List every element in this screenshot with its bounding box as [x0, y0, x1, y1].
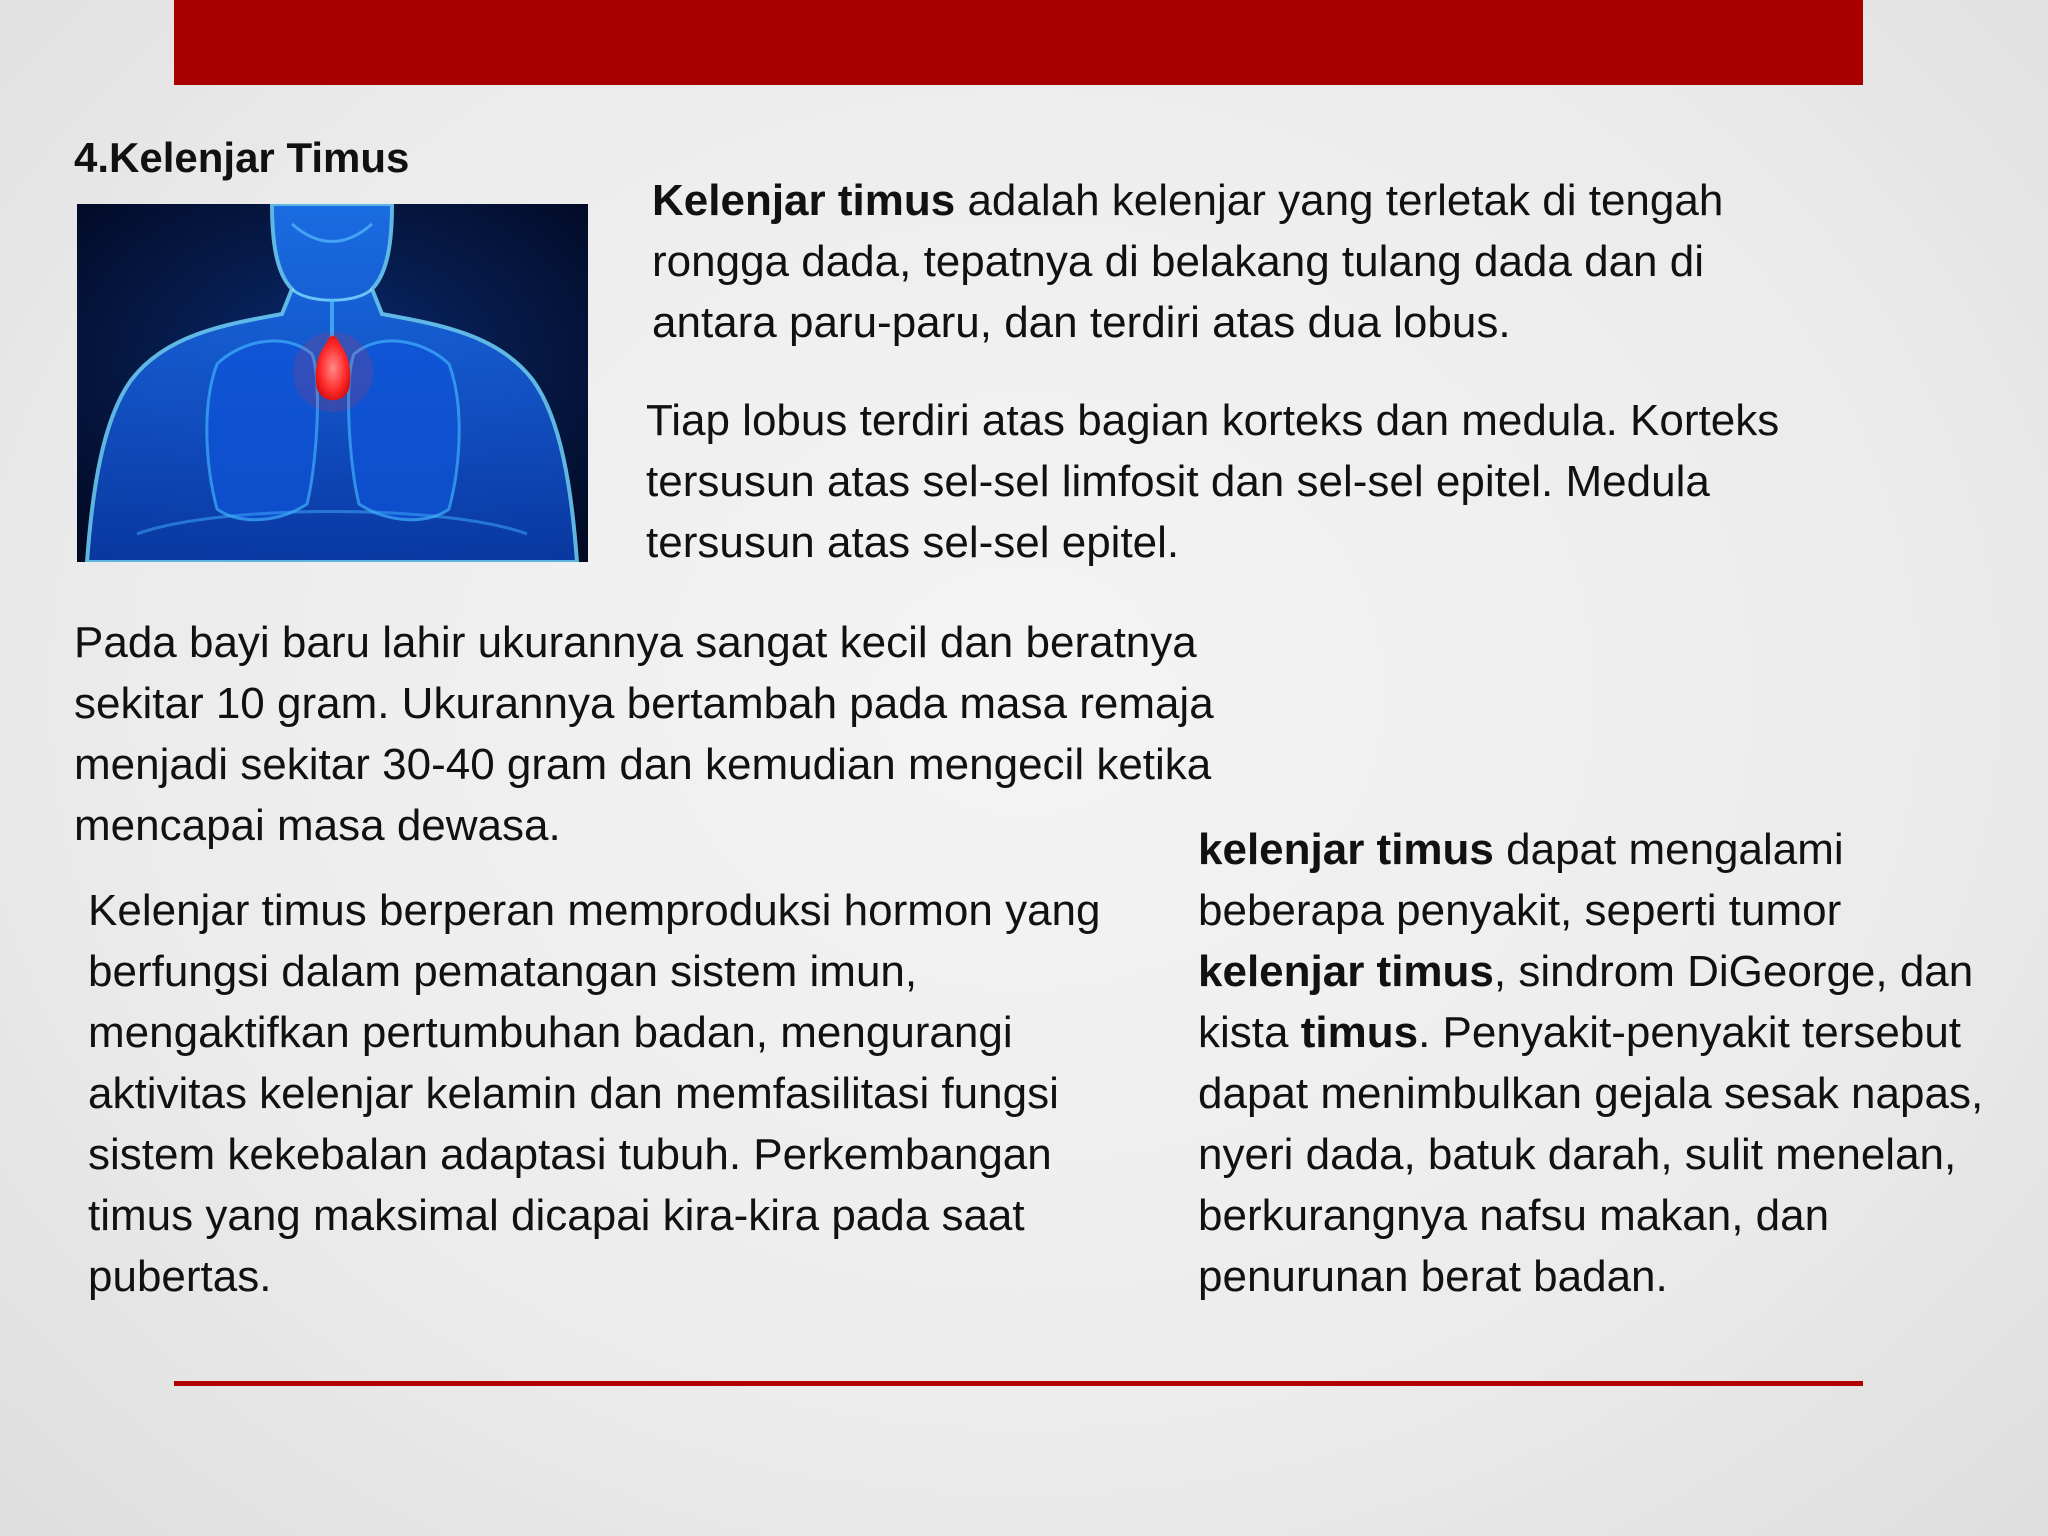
top-accent-bar: [174, 0, 1863, 85]
term-timus: timus: [1300, 1008, 1419, 1057]
paragraph-definition: [652, 170, 1832, 353]
disease-text-3: . Penyakit-penyakit tersebut dapat menimbulkan gejala sesak napas, nyeri dada, batuk darah, sulit menelan, berkurangnya nafsu makan, dan penurunan berat badan.: [1198, 1008, 1984, 1301]
term-kelenjar-timus-2: kelenjar timus: [1198, 947, 1494, 996]
paragraph-function: Kelenjar timus berperan memproduksi hormon yang berfungsi dalam pematangan sistem imun, mengaktifkan pertumbuhan badan, mengurangi aktivitas kelenjar kelamin dan memfasilitasi fungsi sistem kekebalan adaptasi tubuh. Perkembangan timus yang maksimal dicapai kira-kira pada saat pubertas.: [88, 886, 1101, 1301]
paragraph-structure: Tiap lobus terdiri atas bagian korteks dan medula. Korteks tersusun atas sel-sel limfosit dan sel-sel epitel. Medula tersusun atas sel-sel epitel.: [646, 396, 1780, 567]
paragraph-size: Pada bayi baru lahir ukurannya sangat kecil dan beratnya sekitar 10 gram. Ukurannya bertambah pada masa remaja menjadi sekitar 30-40 gram dan kemudian mengecil ketika mencapai masa dewasa.: [74, 618, 1214, 850]
thymus-illustration-svg: [77, 204, 588, 562]
thymus-illustration: [77, 204, 588, 562]
term-kelenjar-timus: Kelenjar timus: [652, 176, 956, 225]
bottom-divider: [174, 1381, 1863, 1386]
paragraph-diseases: [1198, 819, 2008, 1307]
disease-text-2: , sindrom DiGeorge, dan kista: [1198, 947, 1974, 1057]
slide-title: 4.Kelenjar Timus: [74, 134, 410, 181]
disease-text-1: dapat mengalami beberapa penyakit, seperti tumor: [1198, 825, 1844, 935]
term-kelenjar-timus-1: kelenjar timus: [1198, 825, 1494, 874]
definition-text: adalah kelenjar yang terletak di tengah rongga dada, tepatnya di belakang tulang dada dan di antara paru-paru, dan terdiri atas dua lobus.: [652, 176, 1724, 347]
